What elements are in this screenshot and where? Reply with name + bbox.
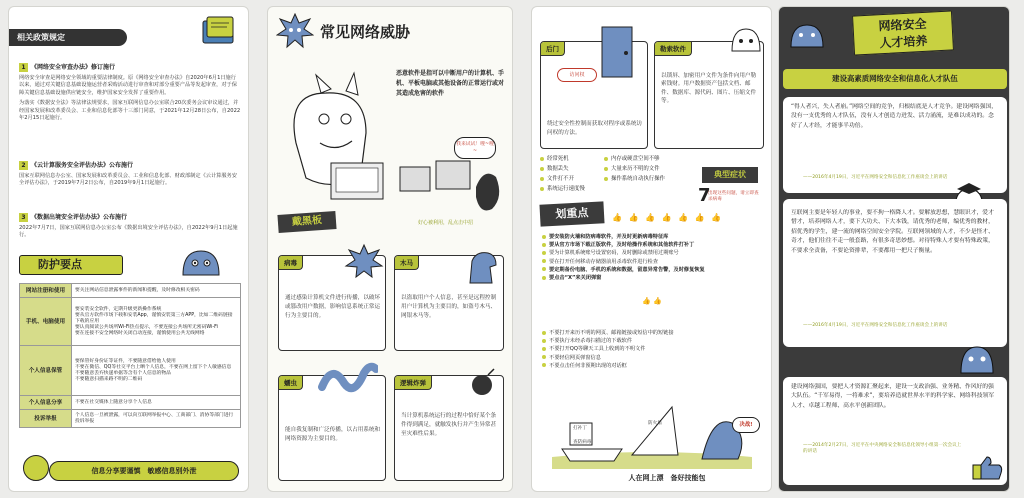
tips-footer: 人在网上漂 备好技能包 xyxy=(628,474,706,482)
card-worm: 蠕虫 能自我复制和广泛传播，以占用系统和网络资源为主要目的。 xyxy=(278,375,386,481)
trojan-horse-icon xyxy=(462,247,502,287)
worm-icon xyxy=(318,357,378,397)
key-title: 划重点 xyxy=(539,201,604,226)
thumbs-up-icons: 👍 👍 👍 👍 👍 👍 👍 xyxy=(612,213,723,222)
sail-label: 防火墙 xyxy=(648,421,662,426)
books-illustration xyxy=(199,13,239,49)
shield-mascot-icon xyxy=(177,245,225,279)
card-ransomware: 勒索软件 以锁屏、加密用户文件为条件向用户勒索钱财。用户数据资产包括文档、邮件、数据库、源代码、图片、压缩文件等。 xyxy=(654,41,764,149)
policy-item-3-heading: 3 《数据出境安全评估办法》公布施行 xyxy=(19,212,241,222)
thumbs-row-2: 👍 👍 xyxy=(642,297,662,305)
policy-title: 相关政策规定 xyxy=(9,29,127,46)
do-list: 要安装防火墙和防病毒软件，并及时更新病毒特征库 要从官方市场下载正版软件，及时给操作系统和其他软件打补丁 要为计算机系统账号设置密码，及时删除或禁用过期账号 要在打开任何移动存储器前用杀毒软件进行检查 要定期备份电脑、手机的系统和数据，留意异常告警，及时修复恢复 要点击“X”来关闭弹窗 xyxy=(542,233,764,282)
bomb-icon xyxy=(464,367,500,397)
protect-title: 防护要点 xyxy=(19,255,123,275)
policy-footer: 信息分享要谨慎 敏感信息别外泄 xyxy=(49,461,239,481)
symptoms-list: 经常死机 内存或硬盘空间不够 数据丢失 大量来历不明的文件 文件打不开 操作系统自动执行操作 系统运行速度慢 xyxy=(540,155,764,195)
policy-item-2-heading: 2 《云计算服务安全评估办法》公布施行 xyxy=(19,160,241,170)
virus-icon xyxy=(344,243,384,279)
speech-bubble: 我来试试！嗖~嗖~ xyxy=(454,137,496,159)
blackboard-banner: 戴黑板 xyxy=(277,211,336,233)
thinking-mascot-icon xyxy=(955,339,999,375)
number-seven: 7 xyxy=(698,185,711,206)
policy-item-3-body: 2022年7月7日，国家互联网信息办公室公布《数据出境安全评估办法》，自2022年9月1日起施行。 xyxy=(19,225,238,239)
talent-title: 网络安全 人才培养 xyxy=(852,10,954,55)
monitors-illustration xyxy=(396,157,506,217)
thumbs-up-icon xyxy=(969,453,1005,483)
access-sign: 访问权 xyxy=(557,68,597,82)
threats-panel xyxy=(267,6,513,492)
mascot-face-icon xyxy=(23,455,49,481)
card-backdoor: 后门 访问权 绕过安全性控制而获取对程序或系统访问权的方法。 xyxy=(540,41,648,149)
protect-table: 网站注册和使用 要关注网站信息泄露事件的新闻和提醒，及时修改相关密码 手机、电脑使用 要安装安全软件，定期升级更新操作系统 要从官方软件市场下载和安装App，谨慎安装第三方APP，比如二维码链接下载的应用 要认真阅读公共场所Wi-Fi热点提示，不要连接公共场所无密码Wi-Fi 要在连接不安全网络时关闭自动连接，谨慎使用公共无线网络 个人信息保管 要保管好身份证等证件，不要随意借给他人使用 不要在微信、QQ等社交平台上晒个人信息，不要在网上留下个人敏感信息 不要随意丢弃快递单据等含有个人信息的物品 不要随意扫描来路不明的二维码 个人信息分享 不要在社交媒体上随意分享个人信息 投诉举报 个人信息一旦被泄露，可以向互联网举报中心、工商部门、消协等部门进行投诉举报 xyxy=(19,283,241,428)
tips-panel xyxy=(531,6,772,492)
policy-panel xyxy=(8,6,249,492)
ransom-mascot-icon xyxy=(728,25,764,55)
malware-intro: 恶意软件是指可以中断用户的计算机、手机、平板电脑或其他设备的正常运行或对其造成危害的软件 xyxy=(396,70,505,97)
policy-item-2-body: 国家互联网信息办公室、国家发展和改革委员会、工业和信息化部、财政部制定《云计算服务安全评估办法》，于2019年7月2日公布，自2019年9月1日起施行。 xyxy=(19,173,237,187)
talent-panel xyxy=(778,6,1010,492)
talent-banner: 建设高素质网络安全和信息化人才队伍 xyxy=(783,69,1007,89)
card-trojan: 木马 以盗取用户个人信息，甚至是远程控制用户计算机为主要目的，如盗号木马、网银木马等。 xyxy=(394,255,504,351)
quote-box-3: 建设网络强国，要把人才资源汇聚起来，建设一支政治强、业务精、作风好的强大队伍。“千军易得，一将难求”，要培养造就世界水平的科学家、网络科技领军人才、卓越工程师、高水平创新团队。 ——2014年2月27日，习近平在中央网络安全和信息化领导小组第一次会议上的讲话 xyxy=(783,377,1007,485)
quote-box-1: “得人者兴，失人者崩。”网络空间的竞争，归根结底是人才竞争。建设网络强国，没有一支优秀的人才队伍，没有人才创造力迸发、活力涌流，是难以成功的。念好了人才经，才能事半功倍。 ——2016年4月19日，习近平在网络安全和信息化工作座谈会上的讲话 xyxy=(783,97,1007,193)
virus-burst-icon xyxy=(276,13,314,49)
policy-item-1-heading: 1 《网络安全审查办法》修订施行 xyxy=(19,62,241,72)
talent-mascot-icon xyxy=(785,19,829,49)
card-logic-bomb: 逻辑炸弹 当计算机系统运行的过程中恰好某个条件得到满足，就触发执行并产生异常甚至灾难性后果。 xyxy=(394,375,504,481)
caption: 好心被利用，乱点击中招 xyxy=(418,220,474,226)
dont-list: 不要打开来历不明的网页、邮箱链接或短信中的短链接 不要执行未经杀毒扫描过的下载软件 不要打开QQ等聊天工具上收到的不明文件 不要轻信网页弹窗信息 不要点击任何非预期出现的对话框 xyxy=(542,329,764,370)
policy-item-1-body2: 为落实《数据安全法》等法律法规要求，国家互联网信息办公室联合20次委务会议审议通过，并经国家发展和改革委员会、工业和信息化部等十三部门同意，于2021年12月28日公布，自2022年2月15日起施行。 xyxy=(19,100,241,122)
hacker-illustration xyxy=(276,53,396,213)
ship-label-antivirus: 查防病毒 xyxy=(573,440,592,445)
threats-title: 常见网络威胁 xyxy=(320,23,411,41)
card-virus: 病毒 通过感染计算机文件进行传播，以破坏或篡改用户数据，影响信息系统正常运行为主要目的。 xyxy=(278,255,386,351)
door-illustration xyxy=(592,21,642,81)
symptom-title: 典型症状 xyxy=(702,167,758,183)
ship-label-patch: 打补丁 xyxy=(573,426,587,431)
policy-item-1-body: 网络安全审查是网络安全领域的重要法律制度。原《网络安全审查办法》自2020年6月1日施行以来，通过对关键信息基础设施运营者采购活动进行审查和对部分重要产品等发起审查，对于保障关键信息基础设施供应链安全，维护国家安全发挥了重要作用。 xyxy=(19,75,237,96)
symptom-hint: 出现这些问题，请立即查杀病毒 xyxy=(708,191,759,203)
quote-box-2: 互联网主要是年轻人的事业，要不拘一格降人才。要解放思想，慧眼识才，爱才惜才，培养网络人才，要下大功夫、下大本钱，请优秀的老师，编优秀的教材，招优秀的学生，建一流的网络空间安全学院。互联网领域的人才，不少是怪才、奇才，他们往往不走一般套路，有很多奇思妙想。对待特殊人才要有特殊政策，不要求全责备，不要论资排辈，不要都用一把尺子衡量。 ——2016年4月19日，习近平在网络安全和信息化工作座谈会上的讲话 xyxy=(783,199,1007,347)
shark-speech: 决战! xyxy=(732,417,760,433)
